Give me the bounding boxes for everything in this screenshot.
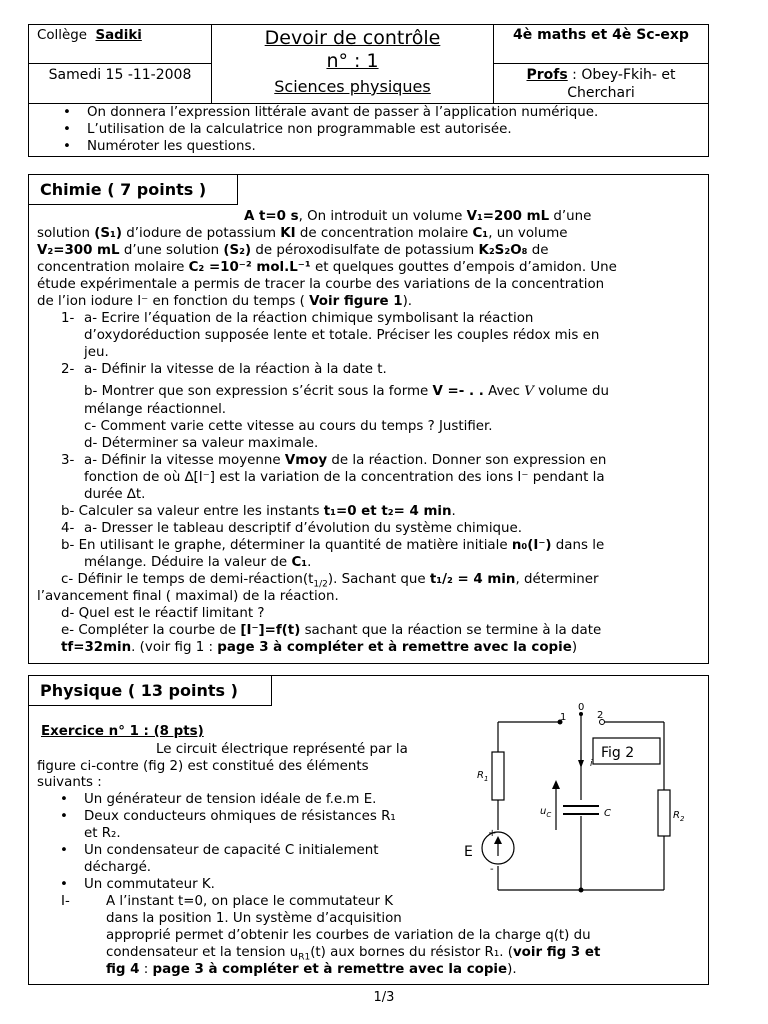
chimie-intro-line-1: A t=0 s, On introduit un volume V₁=200 mL d’une (244, 209, 592, 224)
q3-number: 3- (61, 453, 75, 468)
q4-b-line-1: b- En utilisant le graphe, déterminer la quantité de matière initiale n₀(I⁻) dans le (61, 538, 605, 553)
current-arrow-head (578, 760, 584, 768)
part-i-line-2: dans la position 1. Un système d’acquisition (106, 911, 402, 926)
subject: Sciences physiques (274, 77, 431, 96)
component-item-4: • Un commutateur K. (84, 876, 215, 893)
switch-pos0-label: 0 (578, 702, 585, 713)
physique-title: Physique ( 13 points ) (40, 681, 238, 700)
q3-b: b- Calculer sa valeur entre les instants t₁=0 et t₂= 4 min. (61, 504, 456, 519)
part-i-number: I- (61, 894, 70, 909)
q3-a-line-2: fonction de où ∆[I⁻] est la variation de la concentration des ions I⁻ pendant la (84, 470, 605, 485)
notes-cell (28, 103, 709, 157)
q1-a-line-2: d’oxydoréduction supposée lente et totale. Préciser les couples rédox mis en (84, 328, 600, 343)
q3-a-line-3: durée ∆t. (84, 487, 146, 502)
node-cap-bottom (579, 888, 584, 893)
chimie-intro-line-5: étude expérimentale a permis de tracer la courbe des variations de la concentration (37, 277, 605, 292)
chimie-intro-line-2: solution (S₁) d’iodure de potassium KI de concentration molaire C₁, un volume (37, 226, 568, 241)
generator-minus: - (490, 864, 494, 875)
r1-label: $R_1$ (477, 770, 489, 783)
note-2: • L’utilisation de la calculatrice non programmable est autorisée. (87, 121, 512, 138)
chimie-intro-line-4: concentration molaire C₂ =10⁻² mol.L⁻¹ et quelques gouttes d’empois d’amidon. Une (37, 260, 617, 275)
ex1-intro-line-3: suivants : (37, 775, 102, 790)
school-name: Sadiki (95, 28, 142, 43)
q4-e-line-2: tf=32min. (voir fig 1 : page 3 à compléter et à remettre avec la copie) (61, 640, 578, 655)
profs-label: Profs (526, 67, 568, 83)
q1-a-line-1: a- Ecrire l’équation de la réaction chimique symbolisant la réaction (84, 311, 534, 326)
resistor-r2 (658, 790, 670, 836)
capacitor-label: C (604, 808, 611, 819)
resistor-r1 (492, 752, 504, 800)
q3-a-line-1: a- Définir la vitesse moyenne Vmoy de la réaction. Donner son expression en (84, 453, 607, 468)
school-cell (28, 24, 212, 64)
school-prefix: Collège (37, 28, 87, 43)
part-i-line-1: A l’instant t=0, on place le commutateur K (106, 894, 394, 909)
profs-names: : Obey-Fkih- et Cherchari (567, 67, 676, 101)
q4-a: a- Dresser le tableau descriptif d’évolution du système chimique. (84, 521, 523, 536)
q2-b-line-2: mélange réactionnel. (84, 402, 227, 417)
q4-e-line-1: e- Compléter la courbe de [I⁻]=f(t) sachant que la réaction se termine à la date (61, 623, 602, 638)
q4-c-line-2: l’avancement final ( maximal) de la réaction. (37, 589, 339, 604)
component-item-3-cont: déchargé. (84, 860, 152, 875)
q2-c: c- Comment varie cette vitesse au cours du temps ? Justifier. (84, 419, 493, 434)
component-item-2: • Deux conducteurs ohmiques de résistances R₁ (84, 808, 396, 825)
exam-title: Devoir de contrôle n° : 1 (264, 27, 441, 72)
chimie-intro-line-3: V₂=300 mL d’une solution (S₂) de péroxodisulfate de potassium K₂S₂O₈ de (37, 243, 549, 258)
ex1-intro-line-2: figure ci-contre (fig 2) est constitué des éléments (37, 759, 369, 774)
r2-label: $R_2$ (673, 810, 685, 823)
component-item-3: • Un condensateur de capacité C initialement (84, 842, 379, 859)
q2-b-line-1: b- Montrer que son expression s’écrit sous la forme V =- . . Avec V volume du (84, 384, 610, 399)
generator-plus: + (488, 828, 497, 839)
q1-number: 1- (61, 311, 75, 326)
part-i-line-4: condensateur et la tension $u_{R1}(t)$ aux bornes du résistor R₁. (voir fig 3 et (106, 945, 601, 963)
title-cell (211, 24, 494, 104)
q2-d: d- Déterminer sa valeur maximale. (84, 436, 319, 451)
circuit-diagram-fig2 (460, 700, 710, 900)
component-item-1: • Un générateur de tension idéale de f.e.m E. (84, 791, 376, 808)
current-label: i (590, 759, 593, 769)
q4-c-line-1: c- Définir le temps de demi-$réaction(t_{1/2})$. Sachant que t₁/₂ = 4 min, déterminer (61, 572, 599, 590)
part-i-line-3: approprié permet d’obtenir les courbes de variation de la charge q(t) du (106, 928, 591, 943)
q4-b-line-2: mélange. Déduire la valeur de C₁. (84, 555, 312, 570)
ex1-intro-line-1: Le circuit électrique représenté par la (156, 742, 408, 757)
physique-title-box (28, 675, 272, 706)
chimie-title-box (28, 174, 238, 205)
note-3: • Numéroter les questions. (87, 138, 256, 155)
chimie-intro-line-6: de l’ion iodure I⁻ en fonction du temps ( Voir figure 1). (37, 294, 413, 309)
q2-number: 2- (61, 362, 75, 377)
page-number: 1/3 (373, 990, 395, 1005)
fig2-label: Fig 2 (601, 745, 635, 761)
q2-a: a- Définir la vitesse de la réaction à la date t. (84, 362, 387, 377)
switch-pos1-label: 1 (560, 712, 567, 723)
switch-pos2-label: 2 (597, 710, 604, 721)
part-i-line-5: fig 4 : page 3 à compléter et à remettre avec la copie). (106, 962, 517, 977)
uc-arrow-head (552, 780, 560, 789)
note-1: • On donnera l’expression littérale avant de passer à l’application numérique. (87, 104, 598, 121)
exercise-1-title: Exercice n° 1 : (8 pts) (41, 724, 204, 739)
classes: 4è maths et 4è Sc-exp (513, 27, 689, 43)
exam-date: Samedi 15 -11-2008 (48, 67, 192, 83)
profs-cell (493, 63, 709, 104)
q4-d: d- Quel est le réactif limitant ? (61, 606, 265, 621)
component-item-2-cont: et R₂. (84, 826, 121, 841)
date-cell (28, 63, 212, 104)
generator-label: E (464, 844, 473, 860)
classes-cell (493, 24, 709, 64)
chimie-title: Chimie ( 7 points ) (40, 180, 207, 199)
q1-a-line-3: jeu. (84, 345, 109, 360)
q4-number: 4- (61, 521, 75, 536)
uc-label: $u_C$ (540, 806, 552, 819)
